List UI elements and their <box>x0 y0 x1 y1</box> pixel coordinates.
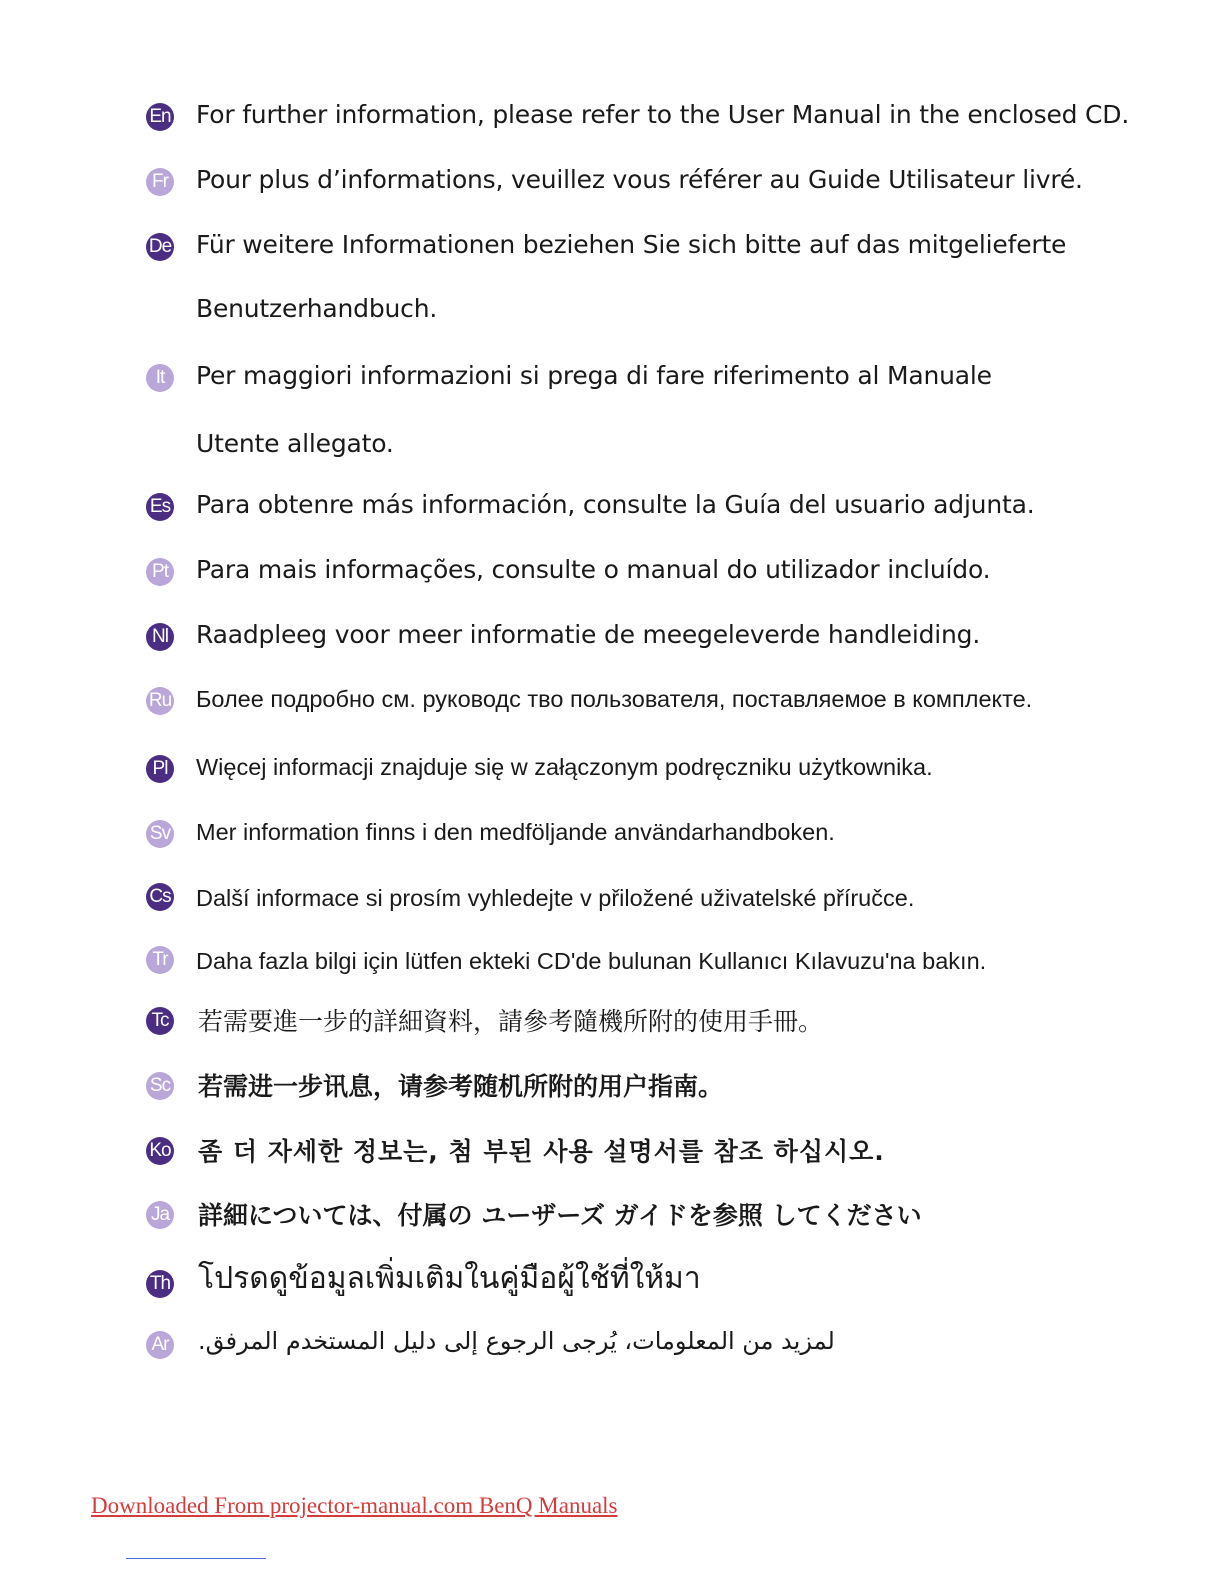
lang-badge-th: Th <box>146 1270 174 1298</box>
lang-text-de: Für weitere Informationen beziehen Sie sich bitte auf das mitgelieferte <box>196 230 1067 259</box>
lang-badge-sc: Sc <box>146 1072 174 1100</box>
lang-badge-it: It <box>146 364 174 392</box>
lang-text-es: Para obtenre más información, consulte la Guía del usuario adjunta. <box>196 490 1035 519</box>
lang-text-tr: Daha fazla bilgi için lütfen ekteki CD'de bulunan Kullanıcı Kılavuzu'na bakın. <box>196 948 987 974</box>
lang-badge-tr: Tr <box>146 946 174 974</box>
lang-badge-ja: Ja <box>146 1201 174 1229</box>
download-source-link[interactable]: Downloaded From projector-manual.com BenQ Manuals <box>91 1493 618 1518</box>
lang-text-sv: Mer information finns i den medföljande användarhandboken. <box>196 819 835 845</box>
lang-badge-tc: Tc <box>146 1007 174 1035</box>
lang-text-pl: Więcej informacji znajduje się w załączonym podręczniku użytkownika. <box>196 754 933 780</box>
lang-text-fr: Pour plus d’informations, veuillez vous référer au Guide Utilisateur livré. <box>196 165 1083 194</box>
lang-badge-ru: Ru <box>146 687 174 715</box>
lang-text-th: โปรดดูข้อมูลเพิ่มเติมในคู่มือผู้ใช้ที่ให้มา <box>198 1261 701 1296</box>
lang-badge-fr: Fr <box>146 168 174 196</box>
lang-text-ja: 詳細については、付属の ユーザーズ ガイドを参照 してください <box>198 1201 922 1230</box>
lang-text-pt: Para mais informações, consulte o manual do utilizador incluído. <box>196 555 991 584</box>
lang-badge-pl: Pl <box>146 755 174 783</box>
lang-text-it-cont: Utente allegato. <box>196 429 394 458</box>
lang-badge-ko: Ko <box>146 1137 174 1165</box>
lang-text-ar: لمزيد من المعلومات، يُرجى الرجوع إلى دليل المستخدم المرفق. <box>198 1327 835 1355</box>
lang-text-sc: 若需进一步讯息，请参考随机所附的用户指南。 <box>198 1072 724 1101</box>
lang-badge-de: De <box>146 233 174 261</box>
lang-badge-pt: Pt <box>146 558 174 586</box>
lang-badge-ar: Ar <box>146 1331 174 1359</box>
lang-text-ko: 좀 더 자세한 정보는, 첨 부된 사용 설명서를 참조 하십시오. <box>198 1137 885 1166</box>
footer-rule <box>126 1558 266 1559</box>
lang-text-it: Per maggiori informazioni si prega di fare riferimento al Manuale <box>196 361 992 390</box>
lang-badge-nl: Nl <box>146 623 174 651</box>
lang-text-ru: Более подробно см. руководс тво пользователя, поставляемое в комплекте. <box>196 686 1033 712</box>
lang-text-nl: Raadpleeg voor meer informatie de meegeleverde handleiding. <box>196 620 981 649</box>
lang-badge-es: Es <box>146 493 174 521</box>
lang-badge-en: En <box>146 103 174 131</box>
lang-text-de-cont: Benutzerhandbuch. <box>196 294 438 323</box>
lang-badge-sv: Sv <box>146 820 174 848</box>
lang-text-en: For further information, please refer to the User Manual in the enclosed CD. <box>196 100 1130 129</box>
lang-text-tc: 若需要進一步的詳細資料，請參考隨機所附的使用手冊。 <box>198 1007 824 1036</box>
lang-badge-cs: Cs <box>146 883 174 911</box>
lang-text-cs: Další informace si prosím vyhledejte v přiložené uživatelské příručce. <box>196 885 915 911</box>
